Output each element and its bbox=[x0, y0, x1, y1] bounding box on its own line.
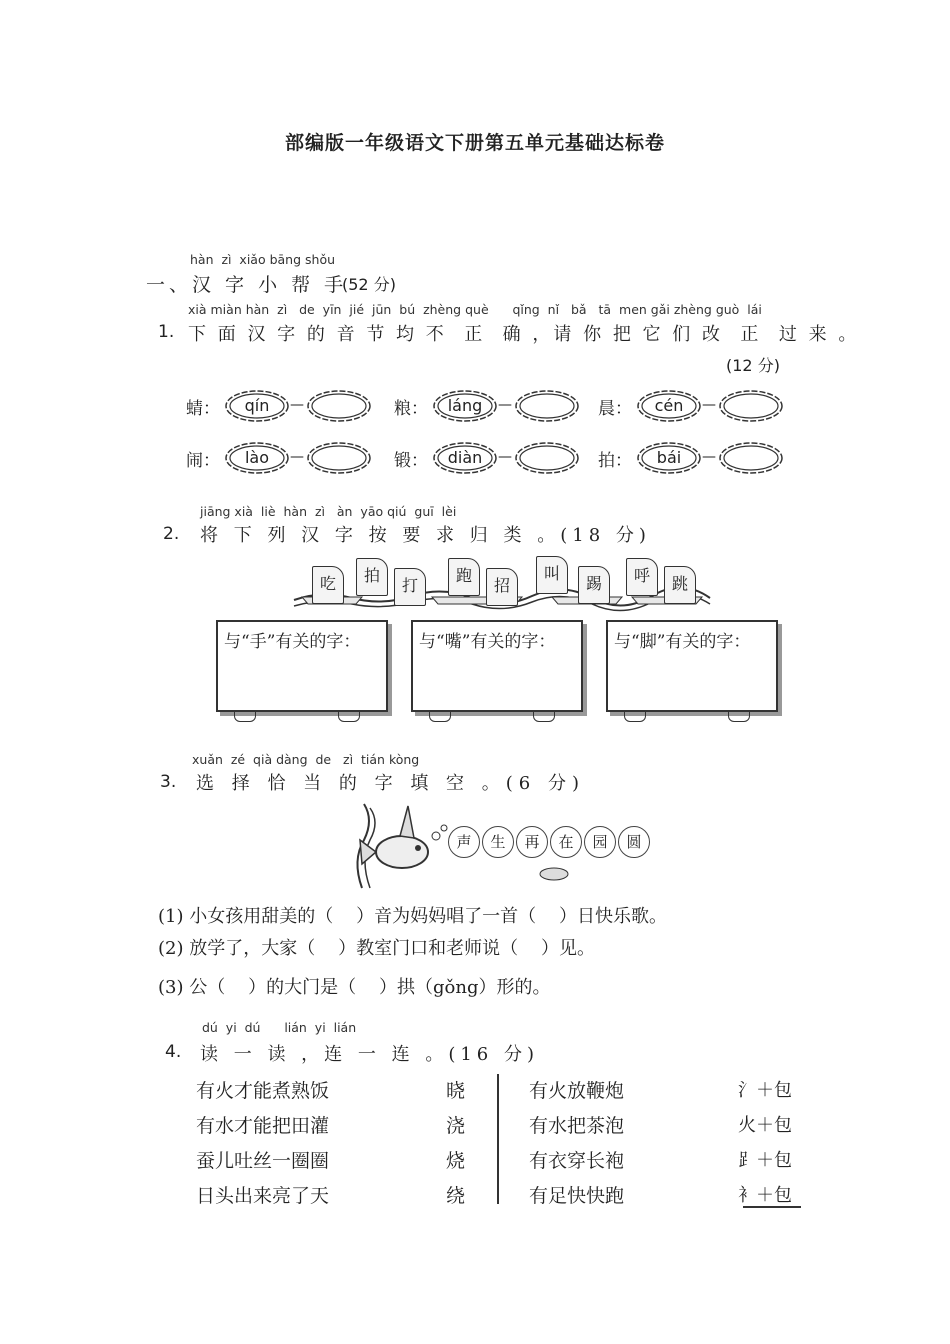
q4-right-formula[interactable]: 火＋包 bbox=[738, 1115, 792, 1136]
q3-sentence-3: (3) 公（ ）的大门是（ ）拱（gǒng）形的。 bbox=[158, 977, 551, 998]
q2-pinyin: jiāng xià liè hàn zì àn yāo qiú guī lèi bbox=[200, 504, 457, 519]
section1-pinyin: hàn zì xiǎo bāng shǒu bbox=[190, 252, 336, 267]
sail-char: 跳 bbox=[664, 566, 696, 604]
sail-char: 拍 bbox=[356, 558, 388, 596]
q1-char-4: 闹： bbox=[186, 451, 220, 471]
choice-bubble: 在 bbox=[550, 826, 582, 858]
q4-text: 读 一 读 ，连 一 连 。(16 分) bbox=[200, 1044, 539, 1065]
q3-sentence-1: (1) 小女孩用甜美的（ ）音为妈妈唱了一首（ ）日快乐歌。 bbox=[158, 906, 667, 927]
q1-dash: — bbox=[498, 397, 512, 413]
q1-given-oval-5 bbox=[432, 440, 498, 476]
q3-number: 3. bbox=[160, 772, 177, 792]
q1-char-2: 粮： bbox=[394, 399, 428, 419]
section1-heading: 一、汉 字 小 帮 手 bbox=[146, 274, 348, 296]
q1-answer-oval-5[interactable] bbox=[514, 440, 580, 476]
q1-given-oval-4 bbox=[224, 440, 290, 476]
q4-right-phrase: 有衣穿长袍 bbox=[529, 1150, 625, 1172]
q3-pinyin: xuǎn zé qià dàng de zì tián kòng bbox=[192, 752, 420, 767]
q4-pinyin: dú yi dú lián yi lián bbox=[202, 1020, 357, 1035]
q4-left-phrase: 有火才能煮熟饭 bbox=[196, 1080, 330, 1102]
q4-right-phrase: 有水把茶泡 bbox=[529, 1115, 625, 1137]
q1-dash: — bbox=[702, 397, 716, 413]
q3-text: 选 择 恰 当 的 字 填 空 。(6 分) bbox=[196, 773, 585, 794]
sail-char: 叫 bbox=[536, 556, 568, 594]
q4-left-char[interactable]: 绕 bbox=[446, 1185, 466, 1207]
q1-dash: — bbox=[498, 449, 512, 465]
category-box-2[interactable] bbox=[411, 620, 583, 712]
category-box-1[interactable] bbox=[216, 620, 388, 712]
q1-given-pinyin: láng bbox=[447, 396, 483, 415]
choice-bubble: 圆 bbox=[618, 826, 650, 858]
q2-text: 将 下 列 汉 字 按 要 求 归 类 。(18 分) bbox=[200, 525, 651, 546]
q4-left-phrase: 日头出来亮了天 bbox=[196, 1185, 330, 1207]
q1-char-1: 蜻： bbox=[186, 399, 220, 419]
category-box-label: 与“嘴”有关的字： bbox=[419, 632, 556, 652]
q4-right-phrase: 有火放鞭炮 bbox=[529, 1080, 625, 1102]
choice-bubble: 园 bbox=[584, 826, 616, 858]
board-leg bbox=[429, 710, 451, 722]
q1-given-oval-2 bbox=[432, 388, 498, 424]
q1-given-pinyin: bái bbox=[656, 448, 682, 467]
q1-given-pinyin: lào bbox=[244, 448, 270, 467]
q1-answer-oval-3[interactable] bbox=[718, 388, 784, 424]
board-leg bbox=[234, 710, 256, 722]
q1-given-oval-6 bbox=[636, 440, 702, 476]
sail-char: 打 bbox=[394, 568, 426, 606]
q4-right-phrase: 有足快快跑 bbox=[529, 1185, 625, 1207]
shell-icon bbox=[536, 864, 572, 882]
board-leg bbox=[624, 710, 646, 722]
q1-dash: — bbox=[290, 397, 304, 413]
q1-score: (12 分) bbox=[726, 356, 780, 375]
category-box-3[interactable] bbox=[606, 620, 778, 712]
q1-answer-oval-4[interactable] bbox=[306, 440, 372, 476]
q1-dash: — bbox=[290, 449, 304, 465]
sail-char: 吃 bbox=[312, 566, 344, 604]
category-box-label: 与“脚”有关的字： bbox=[614, 632, 751, 652]
q1-given-oval-3 bbox=[636, 388, 702, 424]
q1-dash: — bbox=[702, 449, 716, 465]
q4-right-formula[interactable]: 衤＋包 bbox=[738, 1185, 792, 1206]
q1-number: 1. bbox=[158, 322, 175, 342]
q1-char-5: 锻： bbox=[394, 451, 428, 471]
q4-left-char[interactable]: 晓 bbox=[446, 1080, 466, 1102]
q1-given-pinyin: qín bbox=[244, 396, 270, 415]
page-title: 部编版一年级语文下册第五单元基础达标卷 bbox=[284, 132, 665, 154]
section1-score: (52 分) bbox=[342, 275, 396, 294]
q3-sentence-2: (2) 放学了，大家（ ）教室门口和老师说（ ）见。 bbox=[158, 938, 595, 959]
board-leg bbox=[533, 710, 555, 722]
q4-divider bbox=[497, 1074, 499, 1204]
q4-underline bbox=[743, 1206, 801, 1208]
q4-number: 4. bbox=[165, 1042, 182, 1062]
q1-answer-oval-1[interactable] bbox=[306, 388, 372, 424]
q4-right-formula[interactable]: ⻊＋包 bbox=[738, 1150, 792, 1171]
q1-pinyin: xià miàn hàn zì de yīn jié jūn bú zhèng què qǐng nǐ bǎ tā men gǎi zhèng guò lái bbox=[188, 302, 762, 317]
board-leg bbox=[728, 710, 750, 722]
q1-char-6: 拍： bbox=[598, 451, 632, 471]
fish-seaweed-illustration bbox=[350, 800, 450, 892]
q1-given-pinyin: cén bbox=[654, 396, 684, 415]
board-leg bbox=[338, 710, 360, 722]
q1-char-3: 晨： bbox=[598, 399, 632, 419]
choice-bubble: 生 bbox=[482, 826, 514, 858]
q4-left-phrase: 蚕儿吐丝一圈圈 bbox=[196, 1150, 330, 1172]
q1-given-oval-1 bbox=[224, 388, 290, 424]
q4-left-char[interactable]: 浇 bbox=[446, 1115, 466, 1137]
q1-answer-oval-2[interactable] bbox=[514, 388, 580, 424]
q1-text: 下 面 汉 字 的 音 节 均 不 正 确 ，请 你 把 它 们 改 正 过 来 。 bbox=[188, 324, 860, 345]
q1-answer-oval-6[interactable] bbox=[718, 440, 784, 476]
q4-left-phrase: 有水才能把田灌 bbox=[196, 1115, 330, 1137]
sail-char: 招 bbox=[486, 568, 518, 606]
sail-char: 踢 bbox=[578, 566, 610, 604]
category-box-label: 与“手”有关的字： bbox=[224, 632, 361, 652]
q4-left-char[interactable]: 烧 bbox=[446, 1150, 466, 1172]
q1-given-pinyin: diàn bbox=[447, 448, 483, 467]
sail-char: 跑 bbox=[448, 558, 480, 596]
q4-right-formula[interactable]: 氵＋包 bbox=[738, 1080, 792, 1101]
q2-number: 2. bbox=[163, 524, 180, 544]
choice-bubble: 再 bbox=[516, 826, 548, 858]
sail-char: 呼 bbox=[626, 558, 658, 596]
choice-bubble: 声 bbox=[448, 826, 480, 858]
